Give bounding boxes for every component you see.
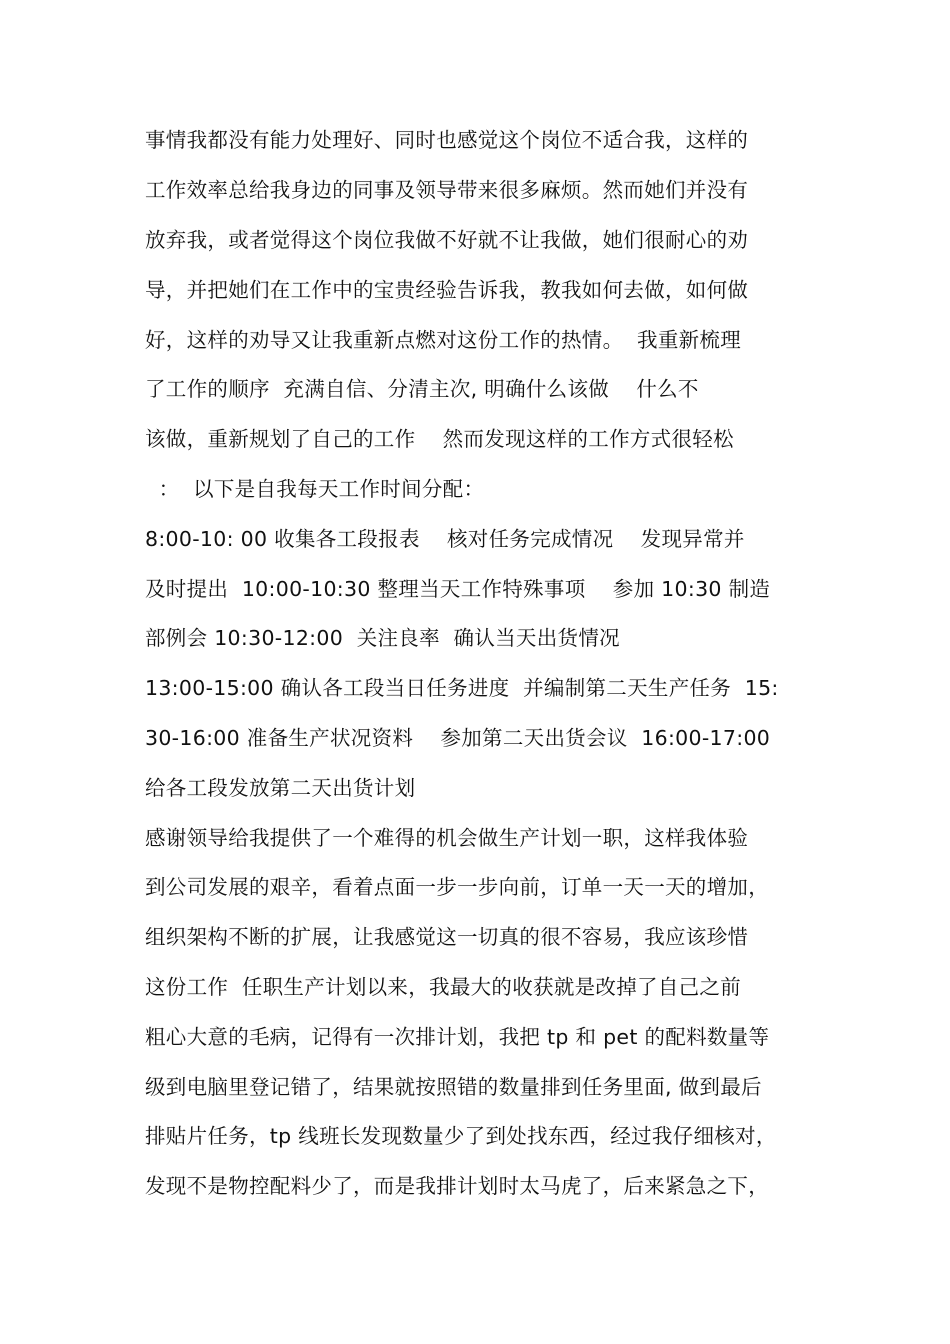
text-line: 工作效率总给我身边的同事及领导带来很多麻烦。然而她们并没有 [145, 178, 749, 202]
text-line: 感谢领导给我提供了一个难得的机会做生产计划一职，这样我体验 [145, 826, 749, 850]
text-line: 了工作的顺序 充满自信、分清主次, 明确什么该做 什么不 [145, 377, 699, 401]
schedule-line: 给各工段发放第二天出货计划 [145, 776, 416, 800]
text-line: 好，这样的劝导又让我重新点燃对这份工作的热情。 我重新梳理 [145, 328, 742, 352]
schedule-line: 部例会 10:30-12:00 关注良率 确认当天出货情况 [145, 626, 620, 650]
text-line: 导，并把她们在工作中的宝贵经验告诉我，教我如何去做，如何做 [145, 278, 749, 302]
schedule-line: 8:00-10: 00 收集各工段报表 核对任务完成情况 发现异常并 [145, 527, 745, 551]
text-line: 该做，重新规划了自己的工作 然而发现这样的工作方式很轻松 [145, 427, 734, 451]
text-line: 排贴片任务，tp 线班长发现数量少了到处找东西，经过我仔细核对， [145, 1124, 777, 1148]
schedule-line: 30-16:00 准备生产状况资料 参加第二天出货会议 16:00-17:00 [145, 726, 771, 750]
text-line: 粗心大意的毛病，记得有一次排计划，我把 tp 和 pet 的配料数量等 [145, 1025, 770, 1049]
text-line: ： 以下是自我每天工作时间分配： [145, 477, 485, 501]
text-line: 发现不是物控配料少了，而是我排计划时太马虎了，后来紧急之下， [145, 1174, 769, 1198]
text-line: 事情我都没有能力处理好、同时也感觉这个岗位不适合我，这样的 [145, 128, 749, 152]
text-line: 级到电脑里登记错了，结果就按照错的数量排到任务里面, 做到最后 [145, 1075, 762, 1099]
text-line: 放弃我，或者觉得这个岗位我做不好就不让我做，她们很耐心的劝 [145, 228, 749, 252]
text-line: 这份工作 任职生产计划以来，我最大的收获就是改掉了自己之前 [145, 975, 742, 999]
schedule-line: 13:00-15:00 确认各工段当日任务进度 并编制第二天生产任务 15: [145, 676, 779, 700]
text-line: 到公司发展的艰辛，看着点面一步一步向前，订单一天一天的增加， [145, 875, 769, 899]
text-line: 组织架构不断的扩展，让我感觉这一切真的很不容易，我应该珍惜 [145, 925, 749, 949]
schedule-line: 及时提出 10:00-10:30 整理当天工作特殊事项 参加 10:30 制造 [145, 577, 771, 601]
